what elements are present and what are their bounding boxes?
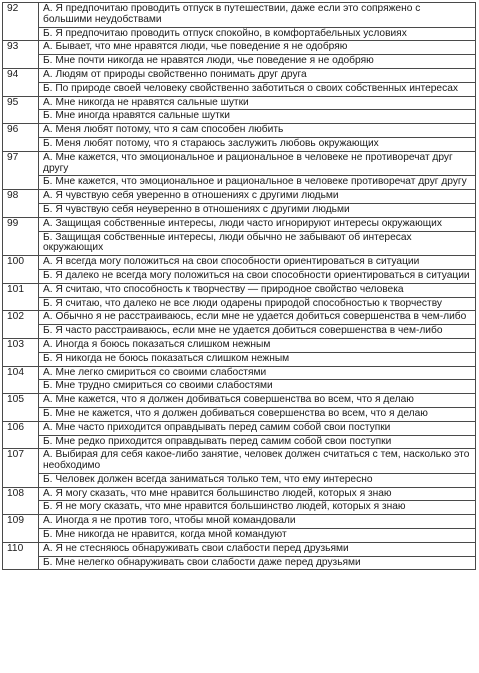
question-row-b — [3, 176, 476, 190]
option-b: Б. Мне иногда нравятся сальные шутки — [39, 110, 476, 124]
questionnaire-table — [2, 2, 476, 570]
option-a: А. Бывает, что мне нравятся люди, чье поведение я не одобряю — [39, 41, 476, 55]
question-row-a — [3, 487, 476, 501]
option-a: А. Мне никогда не нравятся сальные шутки — [39, 96, 476, 110]
option-b: Б. Меня любят потому, что я стараюсь заслужить любовь окружающих — [39, 137, 476, 151]
option-a: А. Я могу сказать, что мне нравится большинство людей, которых я знаю — [39, 487, 476, 501]
option-b: Б. Я никогда не боюсь показаться слишком нежным — [39, 352, 476, 366]
question-number: 105 — [3, 394, 39, 422]
question-number: 97 — [3, 151, 39, 189]
question-row-b — [3, 110, 476, 124]
option-a: А. Мне кажется, что эмоциональное и рациональное в человеке не противоречат друг другу — [39, 151, 476, 176]
question-number: 106 — [3, 421, 39, 449]
question-number: 94 — [3, 68, 39, 96]
option-a: А. Иногда я не против того, чтобы мной командовали — [39, 515, 476, 529]
question-row-b — [3, 435, 476, 449]
option-a: А. Мне часто приходится оправдывать перед самим собой свои поступки — [39, 421, 476, 435]
option-b: Б. Я считаю, что далеко не все люди одарены природой способностью к творчеству — [39, 297, 476, 311]
option-b: Б. Я часто расстраиваюсь, если мне не удается добиться совершенства в чем-либо — [39, 325, 476, 339]
question-number: 107 — [3, 449, 39, 487]
question-row-b — [3, 529, 476, 543]
question-row-a — [3, 96, 476, 110]
question-number: 96 — [3, 124, 39, 152]
question-row-a — [3, 151, 476, 176]
question-number: 103 — [3, 338, 39, 366]
question-number: 100 — [3, 256, 39, 284]
option-b: Б. По природе своей человеку свойственно заботиться о своих собственных интересах — [39, 82, 476, 96]
question-row-b — [3, 501, 476, 515]
option-b: Б. Мне трудно смириться со своими слабостями — [39, 380, 476, 394]
question-row-a — [3, 41, 476, 55]
question-row-a — [3, 311, 476, 325]
option-a: А. Мне кажется, что я должен добиваться совершенства во всем, что я делаю — [39, 394, 476, 408]
question-number: 110 — [3, 542, 39, 570]
question-row-a — [3, 338, 476, 352]
option-b: Б. Я далеко не всегда могу положиться на свои способности ориентироваться в ситуации — [39, 269, 476, 283]
option-b: Б. Я не могу сказать, что мне нравится большинство людей, которых я знаю — [39, 501, 476, 515]
question-row-b — [3, 556, 476, 570]
question-row-a — [3, 217, 476, 231]
option-a: А. Выбирая для себя какое-либо занятие, человек должен считаться с тем, насколько это необходимо — [39, 449, 476, 474]
option-a: А. Я чувствую себя уверенно в отношениях с другими людьми — [39, 190, 476, 204]
question-row-b — [3, 297, 476, 311]
question-row-a — [3, 515, 476, 529]
option-a: А. Людям от природы свойственно понимать друг друга — [39, 68, 476, 82]
question-row-b — [3, 137, 476, 151]
question-row-a — [3, 3, 476, 28]
question-row-a — [3, 283, 476, 297]
question-number: 99 — [3, 217, 39, 255]
question-row-a — [3, 124, 476, 138]
question-row-a — [3, 421, 476, 435]
question-row-a — [3, 68, 476, 82]
question-row-b — [3, 380, 476, 394]
option-b: Б. Защищая собственные интересы, люди обычно не забывают об интересах окружающих — [39, 231, 476, 256]
question-row-a — [3, 449, 476, 474]
question-row-a — [3, 394, 476, 408]
question-number: 95 — [3, 96, 39, 124]
option-b: Б. Человек должен всегда заниматься только тем, что ему интересно — [39, 473, 476, 487]
question-row-b — [3, 325, 476, 339]
option-b: Б. Я предпочитаю проводить отпуск спокойно, в комфортабельных условиях — [39, 27, 476, 41]
question-row-a — [3, 366, 476, 380]
option-a: А. Я всегда могу положиться на свои способности ориентироваться в ситуации — [39, 256, 476, 270]
option-a: А. Я предпочитаю проводить отпуск в путешествии, даже если это сопряжено с большими неудобствами — [39, 3, 476, 28]
question-row-b — [3, 203, 476, 217]
option-a: А. Иногда я боюсь показаться слишком нежным — [39, 338, 476, 352]
option-a: А. Мне легко смириться со своими слабостями — [39, 366, 476, 380]
question-row-a — [3, 542, 476, 556]
question-row-b — [3, 352, 476, 366]
question-row-b — [3, 407, 476, 421]
option-b: Б. Я чувствую себя неуверенно в отношениях с другими людьми — [39, 203, 476, 217]
option-b: Б. Мне редко приходится оправдывать перед самим собой свои поступки — [39, 435, 476, 449]
question-number: 109 — [3, 515, 39, 543]
question-number: 93 — [3, 41, 39, 69]
option-b: Б. Мне почти никогда не нравятся люди, чье поведение я не одобряю — [39, 55, 476, 69]
option-a: А. Я не стесняюсь обнаруживать свои слабости перед друзьями — [39, 542, 476, 556]
option-b: Б. Мне никогда не нравится, когда мной командуют — [39, 529, 476, 543]
question-number: 104 — [3, 366, 39, 394]
option-b: Б. Мне не кажется, что я должен добиваться совершенства во всем, что я делаю — [39, 407, 476, 421]
question-row-b — [3, 231, 476, 256]
option-a: А. Защищая собственные интересы, люди часто игнорируют интересы окружающих — [39, 217, 476, 231]
question-row-a — [3, 256, 476, 270]
question-number: 101 — [3, 283, 39, 311]
option-b: Б. Мне кажется, что эмоциональное и рациональное в человеке противоречат друг другу — [39, 176, 476, 190]
question-row-b — [3, 55, 476, 69]
question-row-a — [3, 190, 476, 204]
question-row-b — [3, 82, 476, 96]
option-a: А. Я считаю, что способность к творчеству — природное свойство человека — [39, 283, 476, 297]
question-number: 102 — [3, 311, 39, 339]
option-b: Б. Мне нелегко обнаруживать свои слабости даже перед друзьями — [39, 556, 476, 570]
question-row-b — [3, 27, 476, 41]
questionnaire-body — [3, 3, 476, 570]
question-row-b — [3, 269, 476, 283]
option-a: А. Меня любят потому, что я сам способен любить — [39, 124, 476, 138]
question-number: 98 — [3, 190, 39, 218]
question-row-b — [3, 473, 476, 487]
option-a: А. Обычно я не расстраиваюсь, если мне не удается добиться совершенства в чем-либо — [39, 311, 476, 325]
question-number: 92 — [3, 3, 39, 41]
question-number: 108 — [3, 487, 39, 515]
